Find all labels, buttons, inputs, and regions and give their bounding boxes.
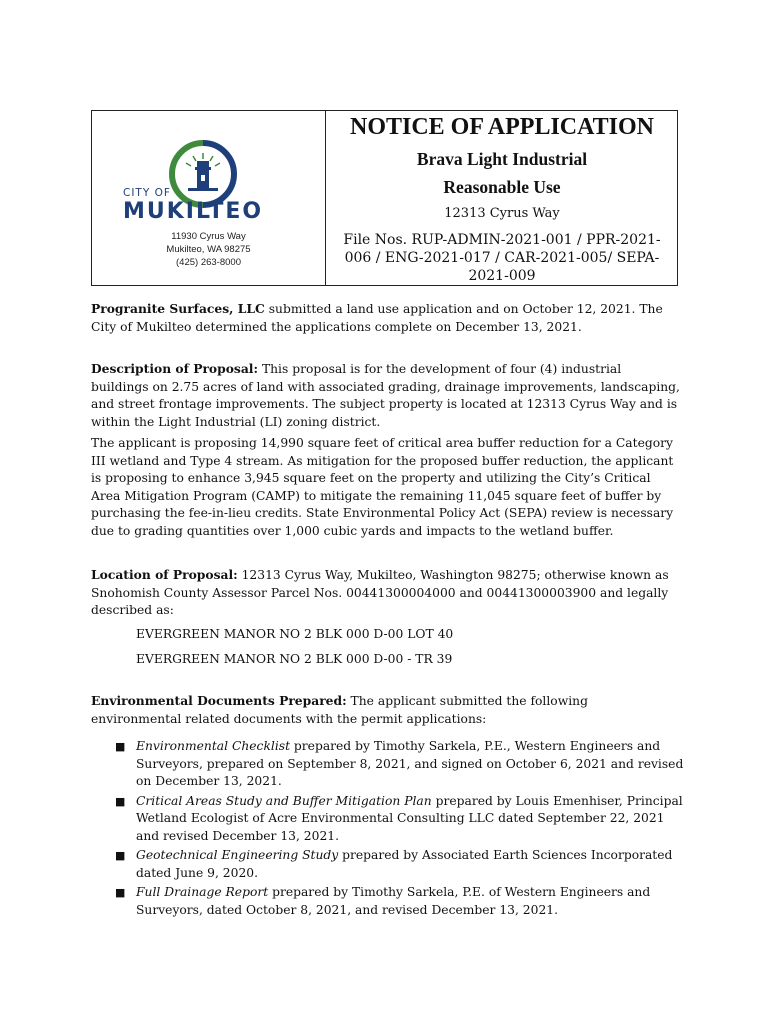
environmental-paragraph (91, 692, 681, 728)
environmental-text: The applicant submitted the following environmental related documents with the permit applications: (91, 694, 588, 726)
mitigation-paragraph: The applicant is proposing 14,990 square feet of critical area buffer reduction for a Category III wetland and Type 4 stream. As mitigation for the proposed buffer reduction, the applicant is proposing to enhance 3,945 square feet on the property and utilizing the City’s Critical Area Mitigation Program (CAMP) to mitigate the remaining 11,045 square feet of buffer by purchasing the fee-in-lieu credits. State Environmental Policy Act (SEPA) review is necessary due to grading quantities over 1,000 cubic yards and impacts to the wetland buffer. (91, 436, 674, 538)
description-text: This proposal is for the development of four (4) industrial buildings on 2.75 acres of land with associated grading, drainage improvements, landscaping, and street frontage improvements. The subject property is located at 12313 Cyrus Way and is within the Light Industrial (LI) zoning district. (91, 362, 680, 429)
city-address-line1: 11930 Cyrus Way (171, 231, 246, 242)
notice-title: NOTICE OF APPLICATION (349, 114, 655, 140)
document-title: Environmental Checklist (136, 739, 291, 753)
applicant-name: Progranite Surfaces, LLC (91, 301, 265, 316)
header-box (91, 110, 678, 286)
location-label: Location of Proposal: (91, 567, 238, 582)
city-address-line2: Mukilteo, WA 98275 (166, 244, 251, 255)
site-address: 12313 Cyrus Way (444, 206, 560, 221)
legal-description-2: EVERGREEN MANOR NO 2 BLK 000 D-00 - TR 39 (136, 652, 453, 666)
city-phone: (425) 263-8000 (176, 257, 241, 268)
location-text: 12313 Cyrus Way, Mukilteo, Washington 98275; otherwise known as Snohomish County Assessor Parcel Nos. 00441300004000 and 00441300003900 and legally described as: (91, 568, 669, 617)
list-item (91, 793, 691, 846)
file-numbers: File Nos. RUP-ADMIN-2021-001 / PPR-2021-006 / ENG-2021-017 / CAR-2021-005/ SEPA-2021-009 (343, 232, 661, 284)
project-name: Brava Light Industrial (416, 149, 588, 169)
environmental-documents-list (91, 738, 691, 921)
list-item (91, 738, 691, 791)
description-paragraph (91, 360, 681, 431)
city-logo-block (92, 111, 325, 285)
city-name: MUKILTEO (123, 199, 264, 224)
location-paragraph (91, 566, 681, 620)
intro-paragraph (91, 300, 681, 336)
document-details: prepared by Timothy Sarkela, P.E., Western Engineers and Surveyors, prepared on September 8, 2021, and signed on October 6, 2021 and revised on December 13, 2021. (136, 739, 684, 788)
bullet-icon: ■ (115, 740, 126, 753)
document-title: Geotechnical Engineering Study (136, 848, 339, 862)
bullet-icon: ■ (115, 794, 126, 808)
document-details: prepared by Timothy Sarkela, P.E. of Western Engineers and Surveyors, dated October 8, 2021, and revised December 13, 2021. (136, 885, 651, 917)
bullet-icon: ■ (115, 849, 126, 862)
list-item (91, 847, 691, 882)
notice-title-block (326, 111, 678, 285)
document-title: Critical Areas Study and Buffer Mitigation Plan (136, 793, 432, 808)
document-details: prepared by Associated Earth Sciences Incorporated dated June 9, 2020. (136, 848, 673, 880)
document-details: prepared by Louis Emenhiser, Principal Wetland Ecologist of Acre Environmental Consulting LLC dated September 22, 2021 and revised December 13, 2021. (136, 793, 683, 843)
environmental-label: Environmental Documents Prepared: (91, 693, 347, 708)
project-type: Reasonable Use (443, 177, 561, 197)
bullet-icon: ■ (115, 886, 126, 899)
city-of-label: CITY OF (123, 187, 171, 199)
document-title: Full Drainage Report (136, 885, 269, 899)
list-item (91, 884, 691, 919)
description-label: Description of Proposal: (91, 361, 259, 376)
intro-text: submitted a land use application and on October 12, 2021. The City of Mukilteo determined the applications complete on December 13, 2021. (91, 302, 663, 334)
legal-description-1: EVERGREEN MANOR NO 2 BLK 000 D-00 LOT 40 (136, 627, 454, 641)
